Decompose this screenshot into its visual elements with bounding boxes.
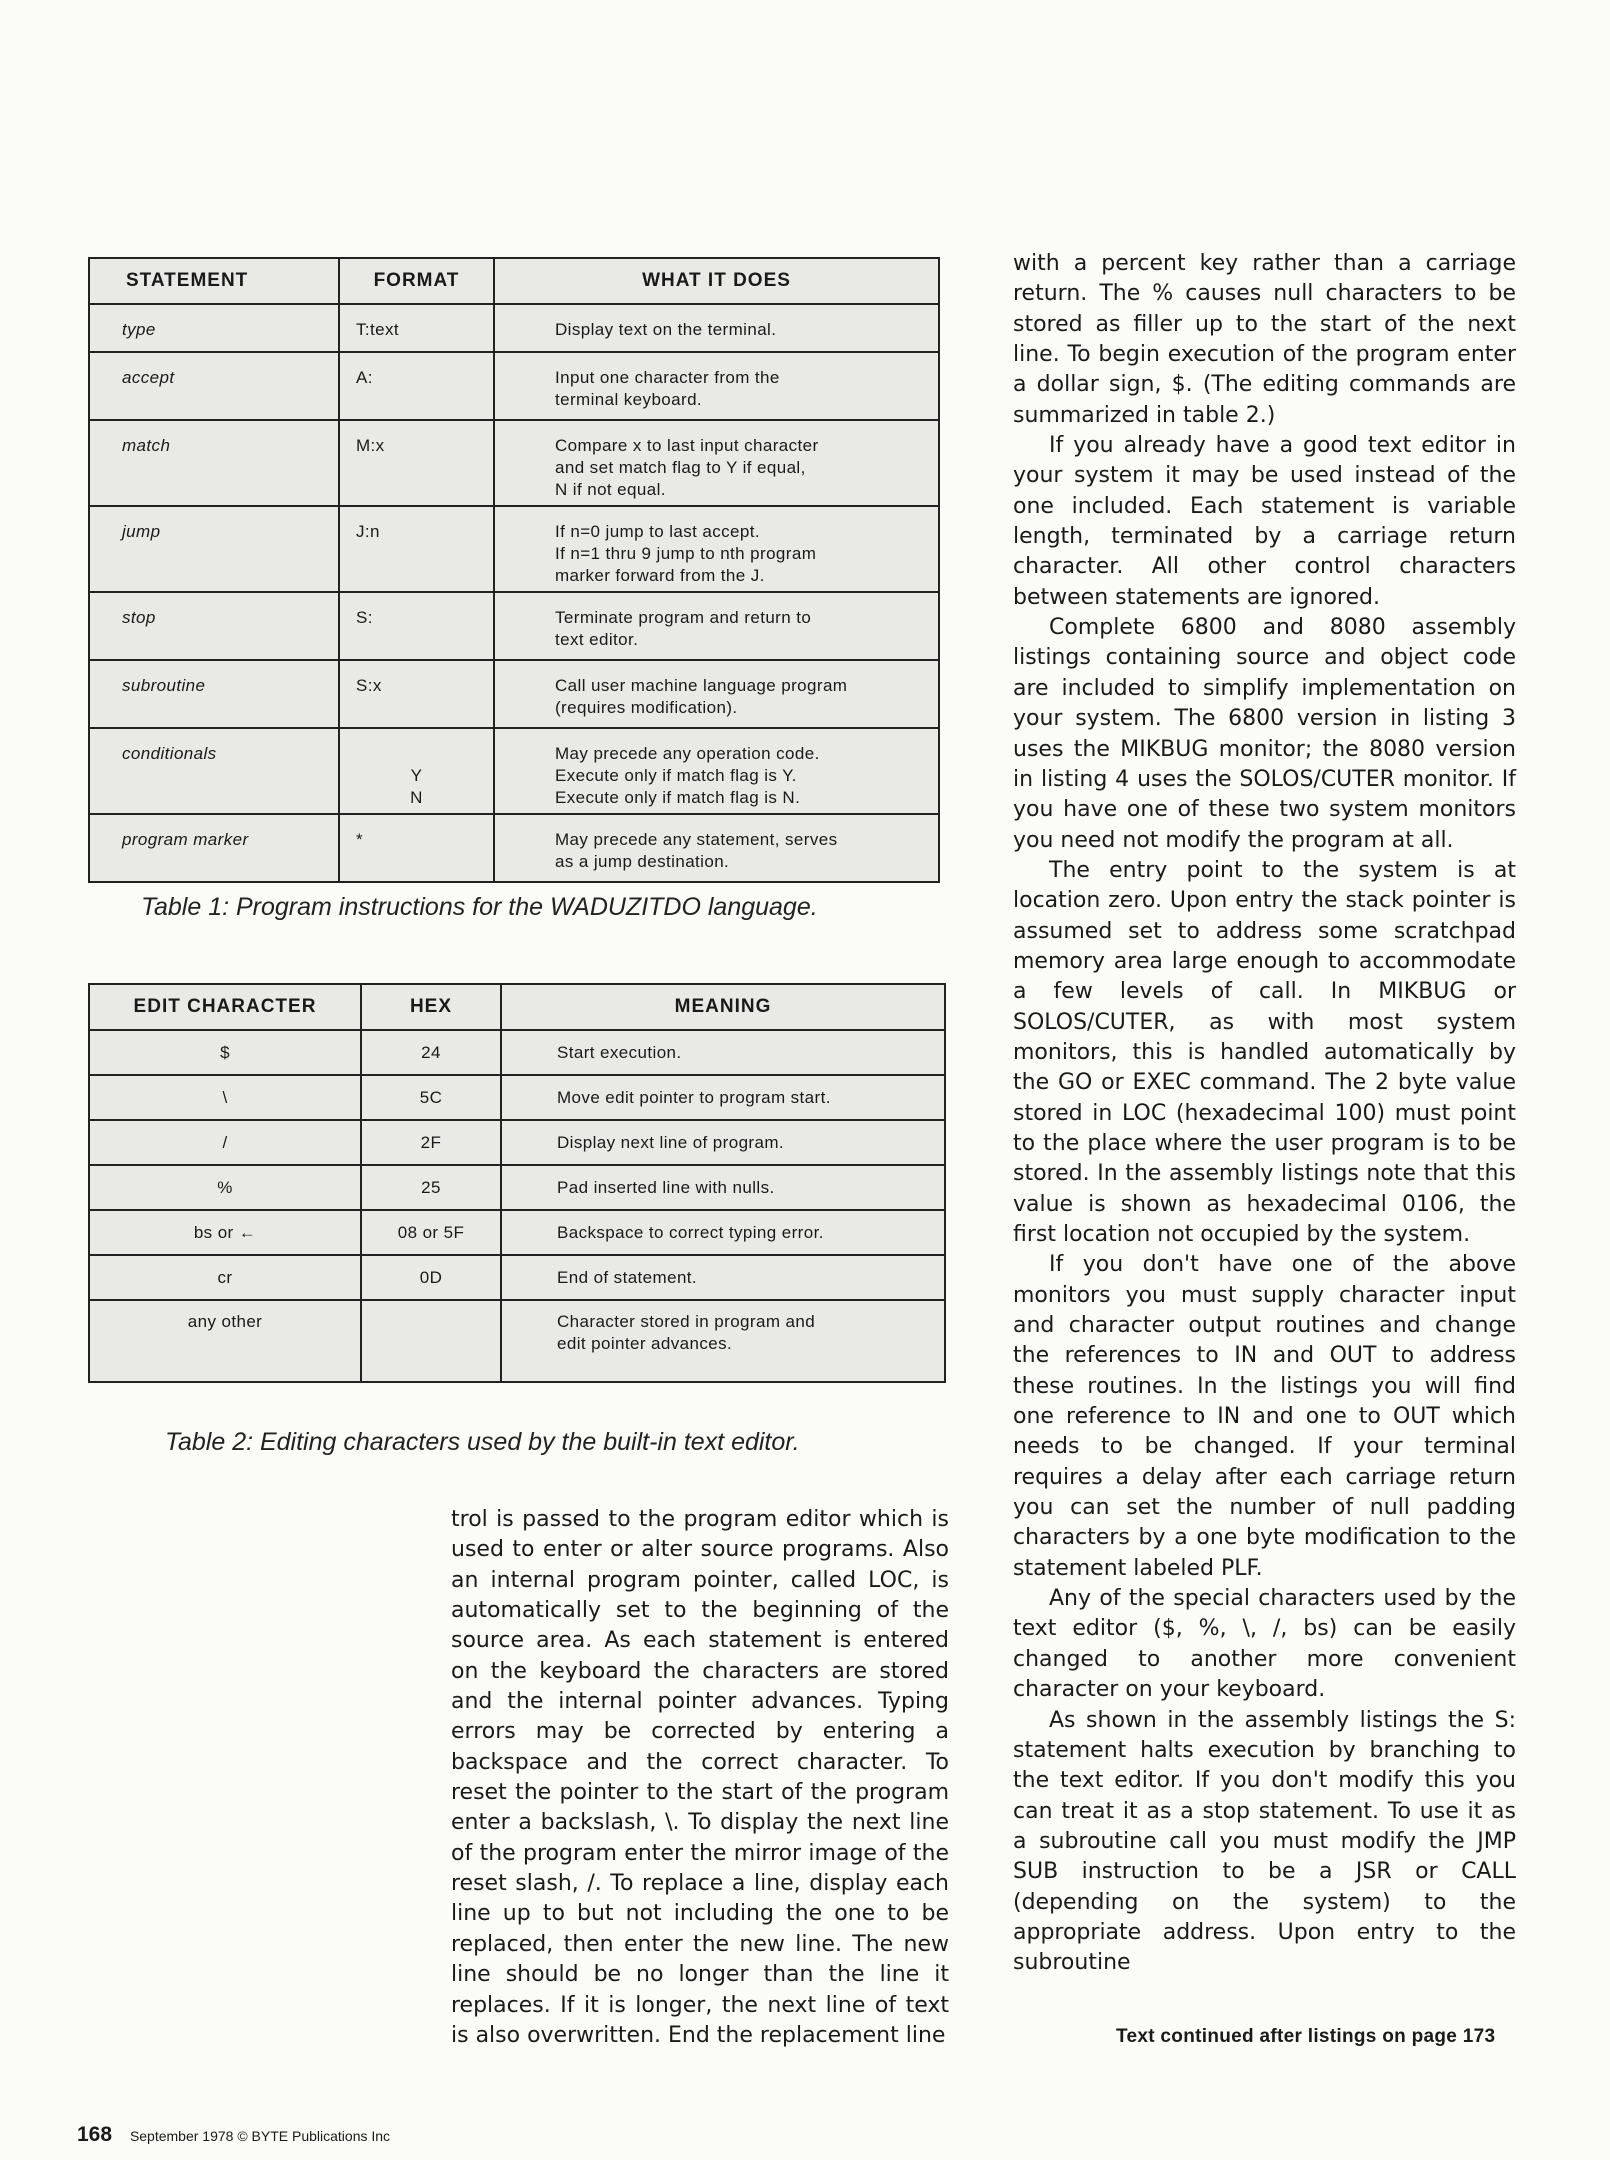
table-program-instructions	[88, 257, 940, 883]
paragraph: As shown in the assembly listings the S: statement halts execution by branching to the text editor. If you don't modify this you can treat it as a stop statement. To use it as a subroutine call you must modify the JMP SUB instruction to be a JSR or CALL (depending on the system) to the appropriate address. Upon entry to the subroutine	[1013, 1707, 1516, 1976]
table-row	[89, 1300, 945, 1382]
format-cell: J:n	[339, 506, 494, 592]
statement-cell: program marker	[89, 814, 339, 882]
description-line: Call user machine language program	[555, 676, 848, 695]
table-row	[89, 1210, 945, 1255]
paragraph: Complete 6800 and 8080 assembly listings containing source and object code are included to simplify implementation on your system. The 6800 version in listing 3 uses the MIKBUG monitor; the 8080 version in listing 4 uses the SOLOS/CUTER monitor. If you have one of these two system monitors you need not modify the program at all.	[1013, 615, 1516, 853]
format-line-n: N	[410, 788, 423, 807]
description-line: May precede any statement, serves	[555, 830, 838, 849]
table-row	[89, 1120, 945, 1165]
format-cell: T:text	[339, 304, 494, 352]
table-header-row	[89, 258, 939, 304]
format-line-y: Y	[410, 766, 423, 785]
table-row	[89, 814, 939, 882]
description-cell	[494, 592, 939, 660]
column-header-edit-character: EDIT CHARACTER	[89, 984, 361, 1030]
hex-cell: 0D	[361, 1255, 501, 1300]
description-cell	[494, 660, 939, 728]
description-line: N if not equal.	[555, 480, 666, 499]
table-row	[89, 420, 939, 506]
format-cell: M:x	[339, 420, 494, 506]
edit-character-cell: /	[89, 1120, 361, 1165]
description-line: If n=0 jump to last accept.	[555, 522, 760, 541]
edit-character-cell: any other	[89, 1300, 361, 1382]
description-cell	[494, 352, 939, 420]
hex-cell: 24	[361, 1030, 501, 1075]
paragraph: The entry point to the system is at location zero. Upon entry the stack pointer is assumed set to address some scratchpad memory area large enough to accommodate a few levels of call. In MIKBUG or SOLOS/CUTER, as with most system monitors, this is handled automatically by the GO or EXEC command. The 2 byte value stored in LOC (hexadecimal 100) must point to the place where the user program is to be stored. In the assembly listings note that this value is shown as hexadecimal 0106, the first location not occupied by the system.	[1013, 857, 1516, 1247]
description-line: text editor.	[555, 630, 639, 649]
description-line: Display text on the terminal.	[555, 320, 777, 339]
description-line: as a jump destination.	[555, 852, 730, 871]
table-header-row	[89, 984, 945, 1030]
statement-cell: conditionals	[89, 728, 339, 814]
statement-cell: subroutine	[89, 660, 339, 728]
publication-credit: September 1978 © BYTE Publications Inc	[129, 2128, 391, 2144]
hex-cell: 08 or 5F	[361, 1210, 501, 1255]
column-header-meaning: MEANING	[501, 984, 945, 1030]
table-row	[89, 1255, 945, 1300]
table-row	[89, 660, 939, 728]
hex-cell: 2F	[361, 1120, 501, 1165]
meaning-cell: Display next line of program.	[501, 1120, 945, 1165]
meaning-cell: Move edit pointer to program start.	[501, 1075, 945, 1120]
meaning-cell: End of statement.	[501, 1255, 945, 1300]
paragraph: Any of the special characters used by the text editor ($, %, \, /, bs) can be easily changed to another more convenient character on your keyboard.	[1013, 1586, 1516, 1703]
column-header-what-it-does: WHAT IT DOES	[494, 258, 939, 304]
hex-cell	[361, 1300, 501, 1382]
description-line: and set match flag to Y if equal,	[555, 458, 806, 477]
edit-character-cell: \	[89, 1075, 361, 1120]
hex-cell: 25	[361, 1165, 501, 1210]
format-cell	[339, 728, 494, 814]
meaning-cell: Start execution.	[501, 1030, 945, 1075]
meaning-cell	[501, 1300, 945, 1382]
statement-cell: stop	[89, 592, 339, 660]
table-row	[89, 352, 939, 420]
edit-character-cell: %	[89, 1165, 361, 1210]
statement-cell: match	[89, 420, 339, 506]
paragraph: If you don't have one of the above monitors you must supply character input and character output routines and change the references to IN and OUT to address these routines. In the listings you will find one reference to IN and one to OUT which needs to be changed. If your terminal requires a delay after each carriage return you can set the number of null padding characters by a one byte modification to the statement labeled PLF.	[1013, 1252, 1516, 1581]
column-header-statement: STATEMENT	[89, 258, 339, 304]
format-cell: *	[339, 814, 494, 882]
description-cell	[494, 728, 939, 814]
page-number: 168	[77, 2123, 113, 2146]
format-cell: S:	[339, 592, 494, 660]
table-row	[89, 1075, 945, 1120]
paragraph: If you already have a good text editor in your system it may be used instead of the one included. Each statement is variable length, terminated by a carriage return character. All other control characters between statements are ignored.	[1013, 433, 1516, 610]
description-line: Terminate program and return to	[555, 608, 812, 627]
column-header-hex: HEX	[361, 984, 501, 1030]
body-text-right-column	[1013, 249, 1516, 1979]
statement-cell: type	[89, 304, 339, 352]
meaning-cell: Backspace to correct typing error.	[501, 1210, 945, 1255]
continued-note: Text continued after listings on page 173	[1116, 2026, 1496, 2047]
body-text-middle-column	[451, 1505, 949, 2051]
table-row	[89, 304, 939, 352]
description-line: Input one character from the	[555, 368, 780, 387]
description-line: Execute only if match flag is N.	[555, 788, 801, 807]
paragraph: with a percent key rather than a carriage return. The % causes null characters to be stored as filler up to the start of the next line. To begin execution of the program enter a dollar sign, $. (The editing commands are summarized in table 2.)	[1013, 251, 1516, 428]
statement-cell: jump	[89, 506, 339, 592]
description-line: terminal keyboard.	[555, 390, 703, 409]
description-cell	[494, 506, 939, 592]
edit-character-cell: bs or ←	[89, 1210, 361, 1255]
table-row	[89, 1030, 945, 1075]
description-cell	[494, 304, 939, 352]
table1-caption: Table 1: Program instructions for the WADUZITDO language.	[141, 893, 818, 921]
paragraph: trol is passed to the program editor which is used to enter or alter source programs. Also an internal program pointer, called LOC, is automatically set to the beginning of the source area. As each statement is entered on the keyboard the characters are stored and the internal pointer advances. Typing errors may be corrected by entering a backspace and the correct character. To reset the pointer to the start of the program enter a backslash, \. To display the next line of the program enter the mirror image of the reset slash, /. To replace a line, display each line up to but not including the one to be replaced, then enter the new line. The new line should be no longer than the line it replaces. If it is longer, the next line of text is also overwritten. End the replacement line	[451, 1507, 949, 2048]
format-line-blank	[340, 743, 493, 765]
description-line: May precede any operation code.	[555, 744, 820, 763]
table-row	[89, 1165, 945, 1210]
meaning-cell: Pad inserted line with nulls.	[501, 1165, 945, 1210]
table-row	[89, 728, 939, 814]
description-line: Compare x to last input character	[555, 436, 819, 455]
table-row	[89, 592, 939, 660]
edit-character-cell: cr	[89, 1255, 361, 1300]
format-cell: A:	[339, 352, 494, 420]
page-footer	[77, 2123, 390, 2147]
description-cell	[494, 420, 939, 506]
description-line: (requires modification).	[555, 698, 738, 717]
edit-character-cell: $	[89, 1030, 361, 1075]
hex-cell: 5C	[361, 1075, 501, 1120]
table-row	[89, 506, 939, 592]
description-line: If n=1 thru 9 jump to nth program	[555, 544, 817, 563]
table2-caption: Table 2: Editing characters used by the built-in text editor.	[165, 1428, 800, 1456]
description-line: marker forward from the J.	[555, 566, 765, 585]
statement-cell: accept	[89, 352, 339, 420]
description-cell	[494, 814, 939, 882]
meaning-line: edit pointer advances.	[557, 1334, 733, 1353]
description-line: Execute only if match flag is Y.	[555, 766, 797, 785]
format-cell: S:x	[339, 660, 494, 728]
meaning-line: Character stored in program and	[557, 1312, 816, 1331]
table-editing-characters	[88, 983, 946, 1383]
column-header-format: FORMAT	[339, 258, 494, 304]
